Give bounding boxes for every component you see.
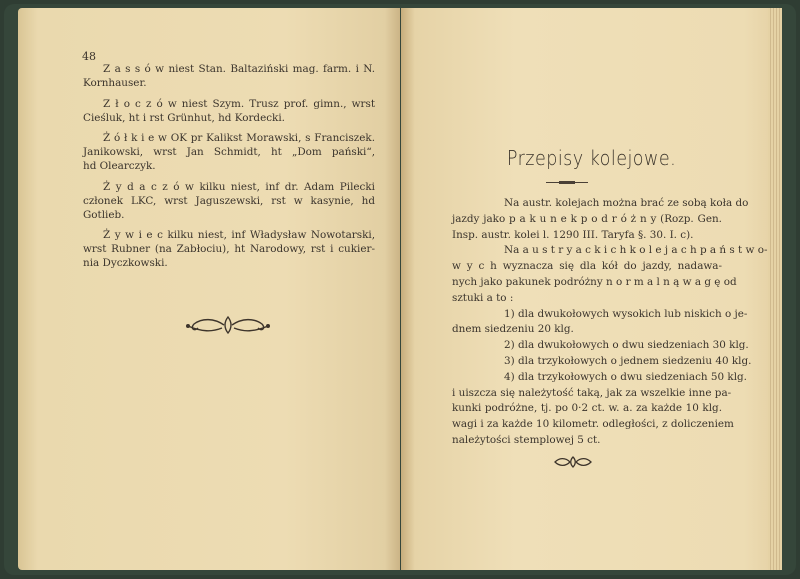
text-line: nia Dyczkowski. [83,257,168,269]
right-page [401,8,782,570]
text-line: Na a u s t r y a c k i c h k o l e j a c h p a ń s t w o- [504,244,768,257]
text-line: Insp. austr. kolei l. 1290 III. Taryfa §. 30. I. c). [452,228,694,241]
text-line: 4) dla trzykołowych o dwu siedzeniach 50 klg. [504,370,747,383]
paragraph [83,97,375,125]
text-line: wagi i za każde 10 kilometr. odległości, z doliczeniem [452,418,734,431]
text-line: Ż y w i e c kilku niest, inf Władysław Nowotarski, [103,229,375,241]
paragraph [452,338,749,354]
page-number: 48 [82,50,96,63]
page-edges [768,8,782,570]
text-line: w y c h wyznacza się dla kół do jazdy, nadawa- [452,260,722,273]
text-line: jazdy jako p a k u n e k p o d r ó ż n y (Rozp. Gen. [452,212,722,225]
text-line: należytości stemplowej 5 ct. [452,433,601,446]
text-line: Ż y d a c z ó w kilku niest, inf dr. Adam Pilecki [103,180,375,193]
paragraph [452,370,747,449]
text-line: Na austr. kolejach można brać ze sobą koła do [504,197,749,209]
text-line: sztuki a to : [452,291,514,304]
title-divider [546,182,588,183]
text-line: Janikowski, wrst Jan Schmidt, ht „Dom pański“, [83,146,375,158]
page-title: Przepisy kolejowe. [506,146,677,170]
text-line: Kornhauser. [83,77,147,89]
paragraph [83,228,375,270]
text-line: wrst Rubner (na Zabłociu), ht Narodowy, rst i cukier- [83,243,375,255]
text-line: hd Olearczyk. [83,160,156,172]
text-line: 3) dla trzykołowych o jednem siedzeniu 40 klg. [504,354,752,367]
text-line: dnem siedzeniu 20 klg. [452,323,574,336]
paragraph [83,180,375,222]
text-line: Z ł o c z ó w niest Szym. Trusz prof. gimn., wrst [103,97,375,110]
small-ornament-icon [553,455,593,469]
left-page [18,8,400,570]
text-line: 2) dla dwukołowych o dwu siedzeniach 30 klg. [504,339,749,352]
text-line: kunki podróżne, tj. po 0·2 ct. w. a. za każde 10 klg. [452,402,722,415]
right-page-text [452,196,768,449]
text-line: członek LKC, wrst Jaguszewski, rst w kasynie, hd [83,194,375,207]
paragraph [452,354,752,370]
text-line: Z a s s ó w niest Stan. Baltaziński mag. farm. i N. [103,63,375,75]
text-line: nych jako pakunek podróżny n o r m a l n ą w a g ę od [452,275,737,288]
text-line: Gotlieb. [83,208,125,221]
paragraph [83,62,375,90]
text-line: 1) dla dwukołowych wysokich lub niskich o je- [504,307,748,320]
paragraph [83,131,375,173]
paragraph [452,243,768,306]
left-page-text [83,62,375,277]
paragraph [452,307,748,339]
floral-ornament-icon [184,314,272,336]
text-line: i uiszcza się należytość taką, jak za wszelkie inne pa- [452,386,732,399]
text-line: Cieśluk, ht i rst Grünhut, hd Kordecki. [83,111,285,124]
text-line: Ż ó ł k i e w OK pr Kalikst Morawski, s Franciszek. [103,132,375,144]
paragraph [452,196,749,243]
